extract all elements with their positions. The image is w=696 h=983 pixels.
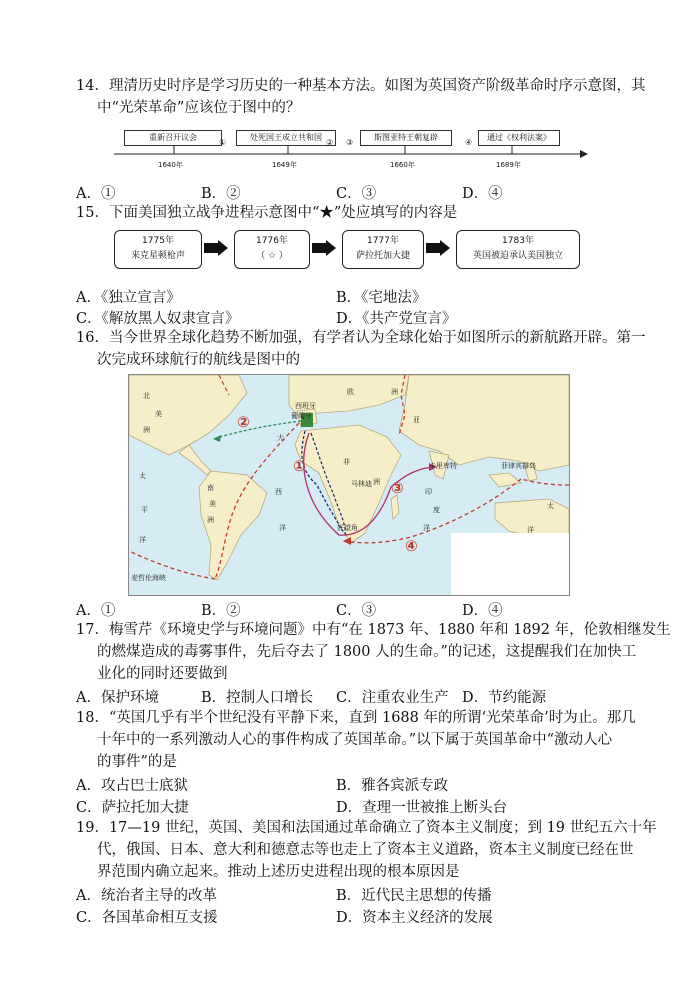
label-malindi: 马林迪 bbox=[351, 480, 372, 488]
label-south-america-1: 南 bbox=[207, 484, 214, 492]
q14-option-a[interactable]: A．① bbox=[76, 186, 116, 202]
label-south-america-2: 美 bbox=[209, 500, 216, 508]
q18-option-d[interactable]: D．查理一世被推上断头台 bbox=[336, 800, 508, 816]
timeline-year-3: 1660年 bbox=[390, 161, 415, 169]
q17-stem-line1: 17．梅雪芹《环境史学与环境问题》中有“在 1873 年、1880 年和 1892 年，伦敦相继发生 bbox=[76, 622, 671, 638]
label-philippines: 菲律宾群岛 bbox=[501, 462, 536, 470]
label-magellan: 麦哲伦海峡 bbox=[131, 574, 166, 582]
q16-stem-line1: 16．当今世界全球化趋势不断加强，有学者认为全球化始于如图所示的新航路开辟。第一 bbox=[76, 330, 646, 346]
label-asia: 亚 bbox=[413, 416, 420, 424]
label-ocean-right-1: 太 bbox=[547, 502, 554, 510]
label-atlantic-3: 洋 bbox=[279, 524, 286, 532]
flow-box-2-year: 1776年 bbox=[256, 236, 288, 246]
q17-option-b[interactable]: B．控制人口增长 bbox=[201, 690, 314, 706]
flow-box-1 bbox=[114, 230, 202, 269]
q19-stem-line2: 代，俄国、日本、意大利和德意志等也走上了资本主义道路，资本主义制度已经在世 bbox=[97, 842, 634, 858]
timeline-mark-3: ③ bbox=[346, 138, 354, 147]
q18-stem-line1: 18．“英国几乎有半个世纪没有平静下来，直到 1688 年的所谓‘光荣革命’时为止。那几 bbox=[76, 710, 636, 726]
label-calicut: 卡里库特 bbox=[429, 462, 457, 470]
q15-option-b[interactable]: B．《宅地法》 bbox=[336, 290, 427, 306]
q19-option-d[interactable]: D．资本主义经济的发展 bbox=[336, 910, 493, 926]
timeline-year-2: 1649年 bbox=[272, 161, 297, 169]
q16-option-c[interactable]: C．③ bbox=[336, 603, 377, 619]
flow-box-3-event: 萨拉托加大捷 bbox=[355, 251, 410, 261]
label-pacific-1: 太 bbox=[139, 472, 146, 480]
label-europe-2: 洲 bbox=[391, 388, 398, 396]
q18-stem-line2: 十年中的一系列激动人心的事件构成了英国革命。”以下属于英国革命中“激动人心 bbox=[97, 732, 613, 748]
label-portugal: 葡萄牙 bbox=[291, 412, 312, 420]
label-north-america-2: 美 bbox=[155, 410, 162, 418]
flow-box-3 bbox=[342, 230, 424, 269]
flow-box-3-year: 1777年 bbox=[367, 236, 399, 246]
q16-option-a[interactable]: A．① bbox=[76, 603, 116, 619]
q18-option-c[interactable]: C．萨拉托加大捷 bbox=[76, 800, 189, 816]
q14-option-c[interactable]: C．③ bbox=[336, 186, 377, 202]
q19-option-c[interactable]: C．各国革命相互支援 bbox=[76, 910, 218, 926]
q17-option-c[interactable]: C．注重农业生产 bbox=[336, 690, 449, 706]
q14-timeline bbox=[110, 122, 590, 172]
label-spain: 西班牙 bbox=[295, 402, 316, 410]
label-africa-1: 非 bbox=[343, 458, 350, 466]
flow-box-2 bbox=[234, 230, 310, 269]
flow-arrow-3 bbox=[426, 240, 452, 256]
q18-option-a[interactable]: A．攻占巴士底狱 bbox=[76, 778, 188, 794]
world-map bbox=[128, 374, 570, 596]
label-atlantic-1: 大 bbox=[277, 434, 284, 442]
route-marker-1: ① bbox=[293, 457, 306, 475]
label-atlantic-2: 西 bbox=[275, 488, 282, 496]
label-indian-1: 印 bbox=[425, 488, 432, 496]
q14-option-d[interactable]: D．④ bbox=[462, 186, 503, 202]
q17-option-d[interactable]: D．节约能源 bbox=[462, 690, 547, 706]
q15-option-d[interactable]: D．《共产党宣言》 bbox=[336, 311, 457, 327]
q15-flowchart bbox=[114, 230, 584, 272]
flow-arrow-2 bbox=[312, 240, 338, 256]
q17-stem-line2: 的燃煤造成的毒雾事件，先后夺去了 1800 人的生命。”的记述，这提醒我们在加快工 bbox=[97, 644, 637, 660]
timeline-mark-4: ④ bbox=[465, 138, 473, 147]
q19-option-a[interactable]: A．统治者主导的改革 bbox=[76, 888, 217, 904]
flow-box-4 bbox=[456, 230, 580, 269]
label-north-america-1: 北 bbox=[143, 392, 150, 400]
q17-stem-line3: 业化的同时还要做到 bbox=[97, 666, 228, 682]
q15-stem-line1: 15．下面美国独立战争进程示意图中“★”处应填写的内容是 bbox=[76, 205, 458, 221]
label-cape: 好望角 bbox=[337, 524, 358, 532]
label-africa-2: 洲 bbox=[373, 478, 380, 486]
map-graphic bbox=[129, 375, 569, 595]
q17-option-a[interactable]: A．保护环境 bbox=[76, 690, 159, 706]
q16-stem-line2: 次完成环球航行的航线是图中的 bbox=[97, 352, 300, 368]
timeline-year-4: 1689年 bbox=[496, 161, 521, 169]
q19-stem-line3: 界范围内确立起来。推动上述历史进程出现的根本原因是 bbox=[97, 864, 460, 880]
timeline-event-3: 斯图亚特王朝复辟 bbox=[360, 130, 452, 146]
q19-stem-line1: 19．17—19 世纪，英国、美国和法国通过革命确立了资本主义制度；到 19 世纪五六十年 bbox=[76, 820, 657, 836]
q16-option-d[interactable]: D．④ bbox=[462, 603, 503, 619]
label-indian-2: 度 bbox=[433, 506, 440, 514]
route-marker-3: ③ bbox=[391, 479, 404, 497]
route-marker-4: ④ bbox=[405, 537, 418, 555]
label-pacific-2: 平 bbox=[141, 506, 148, 514]
timeline-mark-2: ② bbox=[326, 138, 334, 147]
label-ocean-right-2: 洋 bbox=[527, 526, 534, 534]
q18-option-b[interactable]: B．雅各宾派专政 bbox=[336, 778, 449, 794]
flow-box-1-event: 来克星顿枪声 bbox=[130, 251, 185, 261]
q18-stem-line3: 的事件”的是 bbox=[97, 754, 177, 770]
q14-stem-line1: 14．理清历史时序是学习历史的一种基本方法。如图为英国资产阶级革命时序示意图，其 bbox=[76, 78, 646, 94]
timeline-event-1: 重新召开议会 bbox=[124, 130, 222, 146]
timeline-event-4: 通过《权利法案》 bbox=[478, 130, 560, 146]
flow-box-4-event: 英国被迫承认美国独立 bbox=[472, 251, 563, 261]
q15-option-a[interactable]: A．《独立宣言》 bbox=[76, 290, 181, 306]
label-pacific-3: 洋 bbox=[139, 536, 146, 544]
timeline-event-2: 处死国王成立共和国 bbox=[236, 130, 336, 146]
flow-box-1-year: 1775年 bbox=[142, 236, 174, 246]
route-marker-2: ② bbox=[237, 413, 250, 431]
q14-stem-line2: 中“光荣革命”应该位于图中的？ bbox=[97, 100, 301, 116]
label-south-america-3: 洲 bbox=[207, 516, 214, 524]
q19-option-b[interactable]: B．近代民主思想的传播 bbox=[336, 888, 492, 904]
label-north-america-3: 洲 bbox=[143, 426, 150, 434]
timeline-mark-1: ① bbox=[219, 138, 227, 147]
flow-arrow-1 bbox=[204, 240, 230, 256]
label-indian-3: 洋 bbox=[423, 524, 430, 532]
label-europe-1: 欧 bbox=[347, 388, 354, 396]
flow-box-4-year: 1783年 bbox=[502, 236, 534, 246]
q15-option-c[interactable]: C．《解放黑人奴隶宣言》 bbox=[76, 311, 240, 327]
timeline-year-1: 1640年 bbox=[158, 161, 183, 169]
q14-option-b[interactable]: B．② bbox=[201, 186, 241, 202]
q16-option-b[interactable]: B．② bbox=[201, 603, 241, 619]
flow-box-2-event: （ ☆ ） bbox=[256, 251, 288, 261]
